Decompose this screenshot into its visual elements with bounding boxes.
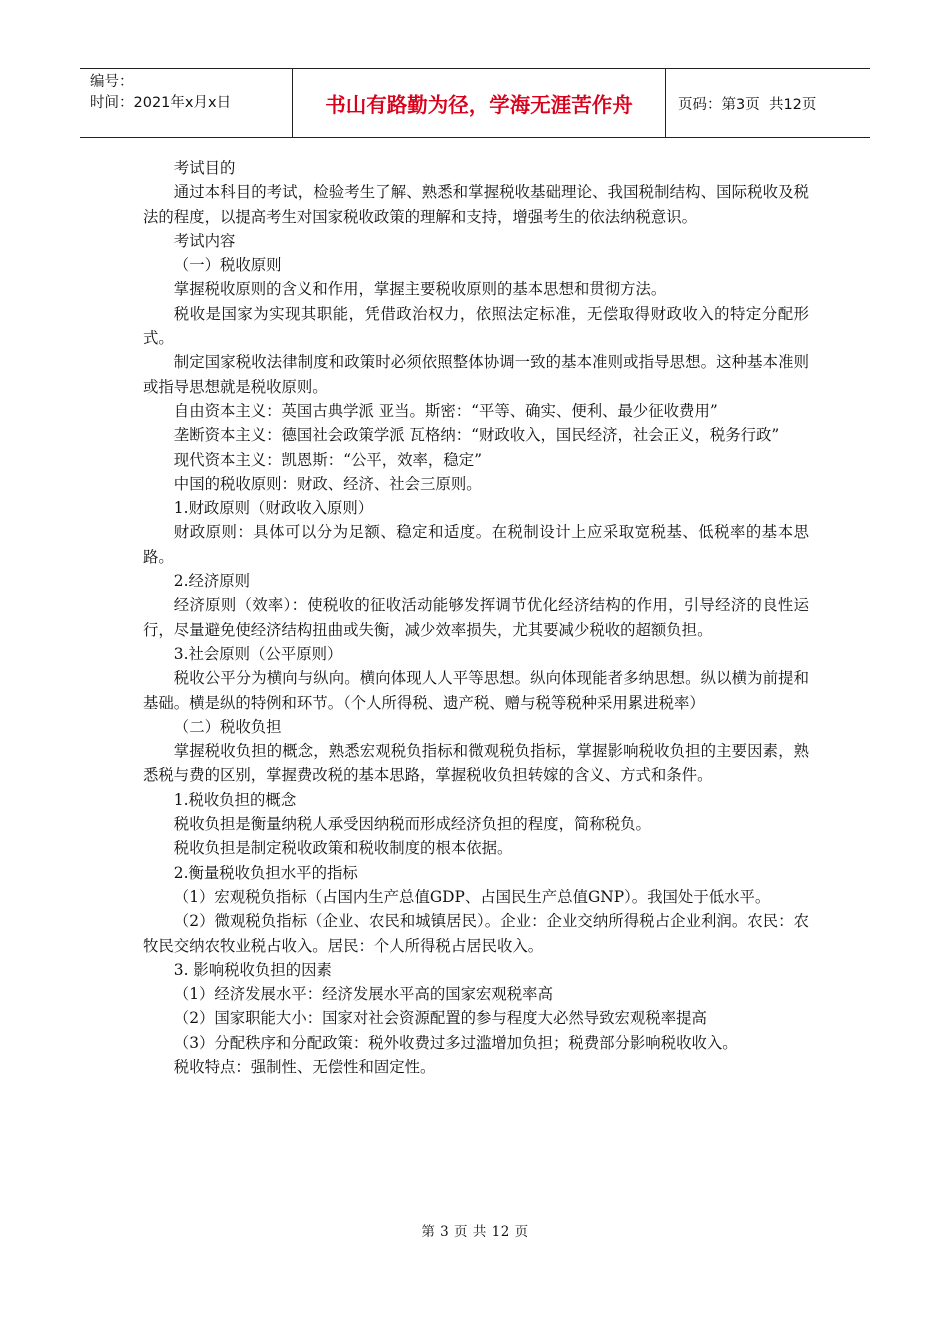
paragraph: 2.衡量税收负担水平的指标: [173, 863, 358, 882]
paragraph: （1）经济发展水平：经济发展水平高的国家宏观税率高: [173, 985, 553, 1004]
paragraph: （2）微观税负指标（企业、农民和城镇居民）。企业：企业交纳所得税占企业利润。农民：农牧民交纳农牧业税占收入。居民：个人所得税占居民收入。: [143, 912, 809, 955]
paragraph: 垄断资本主义：德国社会政策学派 瓦格纳：“财政收入，国民经济，社会正义，税务行政”: [173, 426, 780, 445]
paragraph: 中国的税收原则：财政、经济、社会三原则。: [173, 474, 482, 493]
paragraph: 现代资本主义：凯恩斯：“公平，效率，稳定”: [173, 450, 482, 469]
paragraph: （一）税收原则: [173, 256, 282, 275]
paragraph: 税收负担是制定税收政策和税收制度的根本依据。: [173, 839, 513, 858]
header-number-label: 编号：: [90, 74, 134, 90]
paragraph: 通过本科目的考试，检验考生了解、熟悉和掌握税收基础理论、我国税制结构、国际税收及税法的程度，以提高考生对国家税收政策的理解和支持，增强考生的依法纳税意识。: [143, 183, 809, 226]
paragraph: 财政原则：具体可以分为足额、稳定和适度。在税制设计上应采取宽税基、低税率的基本思路。: [143, 523, 809, 566]
paragraph: 税收公平分为横向与纵向。横向体现人人平等思想。纵向体现能者多纳思想。纵以横为前提和基础。横是纵的特例和环节。（个人所得税、遗产税、赠与税等税种采用累进税率）: [143, 669, 809, 712]
header-left-cell: [80, 69, 293, 137]
paragraph: 掌握税收原则的含义和作用，掌握主要税收原则的基本思想和贯彻方法。: [173, 280, 667, 299]
paragraph: 3.社会原则（公平原则）: [173, 644, 343, 663]
paragraph: 税收负担是衡量纳税人承受因纳税而形成经济负担的程度，简称税负。: [173, 815, 651, 834]
paragraph: 制定国家税收法律制度和政策时必须依照整体协调一致的基本准则或指导思想。这种基本准则或指导思想就是税收原则。: [143, 353, 809, 396]
paragraph: 税收是国家为实现其职能，凭借政治权力，依照法定标准，无偿取得财政收入的特定分配形式。: [143, 304, 809, 348]
header-motto: 书山有路勤为径，学海无涯苦作舟: [293, 69, 666, 137]
paragraph: 3. 影响税收负担的因素: [173, 960, 332, 979]
paragraph: 考试目的: [173, 159, 236, 177]
paragraph: （2）国家职能大小：国家对社会资源配置的参与程度大必然导致宏观税率提高: [173, 1009, 707, 1028]
paragraph: 2.经济原则: [173, 572, 251, 591]
header-date: 时间：2021年x月x日: [90, 95, 232, 111]
header-page-info: 页码：第3页 共12页: [678, 96, 817, 113]
paragraph: 掌握税收负担的概念，熟悉宏观税负指标和微观税负指标，掌握影响税收负担的主要因素，熟悉税与费的区别，掌握费改税的基本思路，掌握税收负担转嫁的含义、方式和条件。: [143, 742, 809, 785]
page-footer: 第 3 页 共 12 页: [421, 1224, 529, 1240]
paragraph: （二）税收负担: [173, 717, 282, 736]
paragraph: 1.财政原则（财政收入原则）: [173, 499, 374, 518]
paragraph: 经济原则（效率）：使税收的征收活动能够发挥调节优化经济结构的作用，引导经济的良性运行，尽量避免使经济结构扭曲或失衡，减少效率损失，尤其要减少税收的超额负担。: [143, 596, 809, 639]
document-body: [143, 156, 809, 1079]
paragraph: 自由资本主义：英国古典学派 亚当。斯密：“平等、确实、便利、最少征收费用”: [173, 401, 718, 420]
paragraph: （3）分配秩序和分配政策：税外收费过多过滥增加负担；税费部分影响税收收入。: [173, 1033, 738, 1052]
paragraph: 税收特点：强制性、无偿性和固定性。: [173, 1057, 436, 1076]
paragraph: 1.税收负担的概念: [173, 790, 297, 809]
paragraph: （1）宏观税负指标（占国内生产总值GDP、占国民生产总值GNP）。我国处于低水平。: [173, 887, 771, 906]
document-header: [80, 68, 870, 138]
paragraph: 考试内容: [173, 231, 236, 250]
